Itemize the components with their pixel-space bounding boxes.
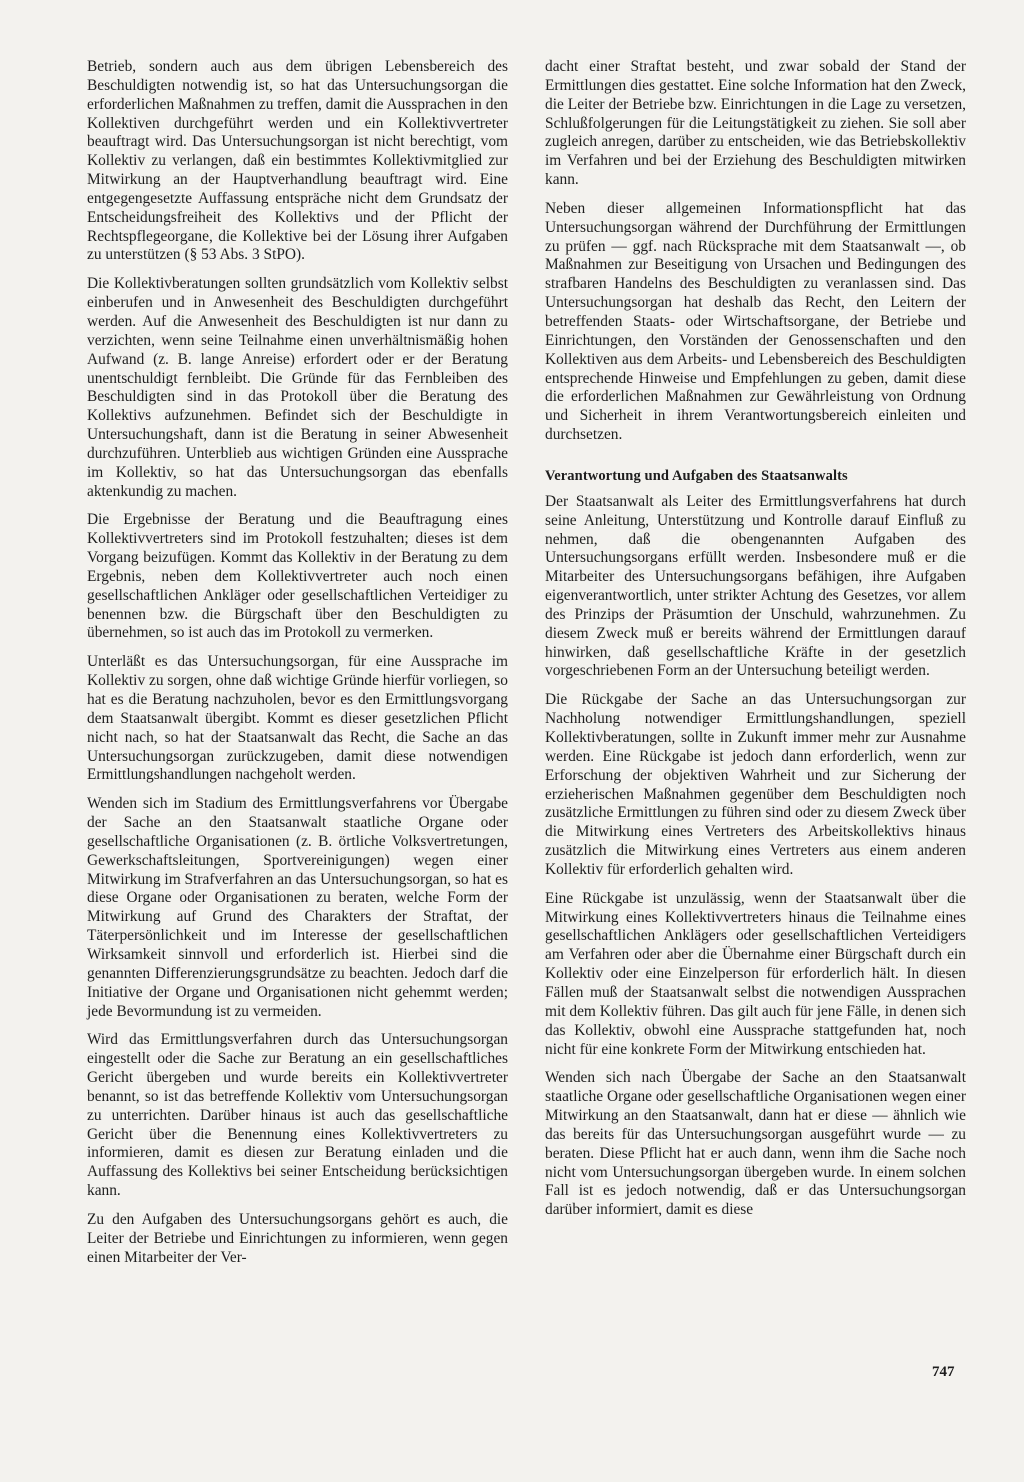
paragraph: Betrieb, sondern auch aus dem übrigen Lebensbereich des Beschuldigten notwendig ist, so hat das Untersuchungsorgan die erforderlichen Maßnahmen zu treffen, damit die Aussprachen in den Kollektiven durchgeführt werden und ein Kollektivvertreter beauftragt wird. Das Untersuchungsorgan ist nicht berechtigt, vom Kollektiv zu verlangen, daß ein bestimmtes Kollektivmitglied zur Mitwirkung an der Hauptverhandlung beauftragt wird. Eine entgegengesetzte Auffassung entspräche nicht dem Grundsatz der Entscheidungsfreiheit des Kollektivs und der Pflicht der Rechtspflegeorgane, die Kollektive bei der Lösung ihrer Aufgaben zu unterstützen (§ 53 Abs. 3 StPO). bbox=[87, 58, 508, 264]
left-column bbox=[87, 58, 508, 1277]
paragraph: Unterläßt es das Untersuchungsorgan, für eine Aussprache im Kollektiv zu sorgen, ohne daß wichtige Gründe hierfür vorliegen, so hat es die Beratung nachzuholen, bevor es den Ermittlungsvorgang dem Staatsanwalt übergibt. Kommt es dieser gesetzlichen Pflicht nicht nach, so hat der Staatsanwalt das Recht, die Sache an das Untersuchungsorgan zurückzugeben, damit diese notwendigen Ermittlungshandlungen nachgeholt werden. bbox=[87, 653, 508, 784]
paragraph: dacht einer Straftat besteht, und zwar sobald der Stand der Ermittlungen dies gestattet. Eine solche Information hat den Zweck, die Leiter der Betriebe bzw. Einrichtungen in die Lage zu versetzen, Schlußfolgerungen für die Leitungstätigkeit zu ziehen. Sie soll aber zugleich anregen, darüber zu entscheiden, wie das Betriebskollektiv im Verfahren und bei der Erziehung des Beschuldigten mitwirken kann. bbox=[545, 58, 966, 189]
section-heading: Verantwortung und Aufgaben des Staatsanwalts bbox=[545, 467, 848, 484]
paragraph: Die Kollektivberatungen sollten grundsätzlich vom Kollektiv selbst einberufen und in Anwesenheit des Beschuldigten durchgeführt werden. Auf die Anwesenheit des Beschuldigten ist nur dann zu verzichten, wenn seine Teilnahme einen unverhältnismäßig hohen Aufwand (z. B. lange Anreise) erfordert oder er der Beratung unentschuldigt fernbleibt. Die Gründe für das Fernbleiben des Beschuldigten sind in das Protokoll über die Beratung des Kollektivs aufzunehmen. Befindet sich der Beschuldigte in Untersuchungshaft, dann ist die Beratung in seiner Abwesenheit durchzuführen. Unterblieb aus wichtigen Gründen eine Aussprache im Kollektiv, so hat das Untersuchungsorgan das ebenfalls aktenkundig zu machen. bbox=[87, 275, 508, 500]
paragraph: Die Ergebnisse der Beratung und die Beauftragung eines Kollektivvertreters sind im Protokoll festzuhalten; dieses ist dem Vorgang beizufügen. Kommt das Kollektiv in der Beratung zu dem Ergebnis, neben dem Kollektivvertreter auch noch einen gesellschaftlichen Ankläger oder gesellschaftlichen Verteidiger zu benennen bzw. die Bürgschaft über den Beschuldigten zu übernehmen, so ist auch das im Protokoll zu vermerken. bbox=[87, 511, 508, 642]
paragraph: Wenden sich nach Übergabe der Sache an den Staatsanwalt staatliche Organe oder gesellschaftliche Organisationen wegen einer Mitwirkung an den Staatsanwalt, dann hat er diese — ähnlich wie das bereits für das Untersuchungsorgan ausgeführt wurde — zu beraten. Diese Pflicht hat er auch dann, wenn ihm die Sache noch nicht vom Untersuchungsorgan übergeben wurde. In einem solchen Fall ist es jedoch notwendig, daß er das Untersuchungsorgan darüber informiert, damit es diese bbox=[545, 1069, 966, 1219]
page-number: 747 bbox=[932, 1364, 955, 1380]
paragraph: Zu den Aufgaben des Untersuchungsorgans gehört es auch, die Leiter der Betriebe und Einrichtungen zu informieren, wenn gegen einen Mitarbeiter der Ver- bbox=[87, 1210, 508, 1266]
paragraph: Der Staatsanwalt als Leiter des Ermittlungsverfahrens hat durch seine Anleitung, Unterstützung und Kontrolle darauf Einfluß zu nehmen, daß die obengenannten Aufgaben des Untersuchungsorgans erfüllt werden. Insbesondere muß er die Mitarbeiter des Untersuchungsorgans befähigen, ihre Aufgaben eigenverantwortlich, unter strikter Achtung des Gesetzes, vor allem des Prinzips der Präsumtion der Unschuld, wahrzunehmen. Zu diesem Zweck muß er bereits während der Ermittlungen darauf hinwirken, daß gesellschaftliche Kräfte in der gesetzlich vorgeschriebenen Form an der Untersuchung beteiligt werden. bbox=[545, 492, 966, 680]
paragraph: Wenden sich im Stadium des Ermittlungsverfahrens vor Übergabe der Sache an den Staatsanwalt staatliche Organe oder gesellschaftliche Organisationen (z. B. örtliche Volksvertretungen, Gewerkschaftsleitungen, Sportvereinigungen) wegen einer Mitwirkung im Strafverfahren an das Untersuchungsorgan, so hat es diese Organe oder Organisationen zu beraten, welche Form der Mitwirkung auf Grund des Charakters der Straftat, der Täterpersönlichkeit und im Interesse der gesellschaftlichen Wirksamkeit sinnvoll und erforderlich ist. Hierbei sind die genannten Differenzierungsgrundsätze zu beachten. Jedoch darf die Initiative der Organe und Organisationen nicht gehemmt werden; jede Bevormundung ist zu vermeiden. bbox=[87, 795, 508, 1020]
right-column bbox=[545, 58, 966, 1230]
paragraph: Die Rückgabe der Sache an das Untersuchungsorgan zur Nachholung notwendiger Ermittlungshandlungen, speziell Kollektivberatungen, sollte in Zukunft immer mehr zur Ausnahme werden. Eine Rückgabe ist jedoch dann erforderlich, wenn zur Erforschung der objektiven Wahrheit und zur Sicherung der erzieherischen Maßnahmen gegenüber dem Beschuldigten noch zusätzliche Ermittlungen zu führen sind oder zu diesem Zweck über die Mitwirkung eines Vertreters des Arbeitskollektivs hinaus zusätzlich die Mitwirkung eines Vertreters aus einem anderen Kollektiv für erforderlich gehalten wird. bbox=[545, 691, 966, 878]
paragraph: Neben dieser allgemeinen Informationspflicht hat das Untersuchungsorgan während der Durchführung der Ermittlungen zu prüfen — ggf. nach Rücksprache mit dem Staatsanwalt —, ob Maßnahmen zur Beseitigung von Ursachen und Bedingungen des strafbaren Handelns des Beschuldigten zu veranlassen sind. Das Untersuchungsorgan hat deshalb das Recht, den Leitern der betreffenden Staats- oder Wirtschaftsorgane, der Betriebe und Einrichtungen, den Vorständen der Genossenschaften und den Kollektiven aus dem Arbeits- und Lebensbereich des Beschuldigten entsprechende Hinweise und Empfehlungen zu geben, damit diese die erforderlichen Maßnahmen zur Gewährleistung von Ordnung und Sicherheit in ihrem Verantwortungsbereich einleiten und durchsetzen. bbox=[545, 199, 966, 444]
paragraph: Eine Rückgabe ist unzulässig, wenn der Staatsanwalt über die Mitwirkung eines Kollektivvertreters hinaus die Teilnahme eines gesellschaftlichen Anklägers oder gesellschaftlichen Verteidigers am Verfahren oder aber die Übernahme einer Bürgschaft durch ein Kollektiv oder eine Einzelperson für erforderlich hält. In diesen Fällen muß der Staatsanwalt selbst die notwendigen Aussprachen mit dem Kollektiv führen. Das gilt auch für jene Fälle, in denen sich das Kollektiv, obwohl eine Aussprache stattgefunden hat, noch nicht für eine konkrete Form der Mitwirkung entschieden hat. bbox=[545, 889, 966, 1058]
paragraph: Wird das Ermittlungsverfahren durch das Untersuchungsorgan eingestellt oder die Sache zur Beratung an ein gesellschaftliches Gericht übergeben und wurde bereits ein Kollektivvertreter benannt, so ist das betreffende Kollektiv vom Untersuchungsorgan zu unterrichten. Darüber hinaus ist auch das gesellschaftliche Gericht über die Benennung eines Kollektivvertreters zu informieren, damit es diesen zur Beratung einladen und die Auffassung des Kollektivs bei seiner Entscheidung berücksichtigen kann. bbox=[87, 1031, 508, 1200]
